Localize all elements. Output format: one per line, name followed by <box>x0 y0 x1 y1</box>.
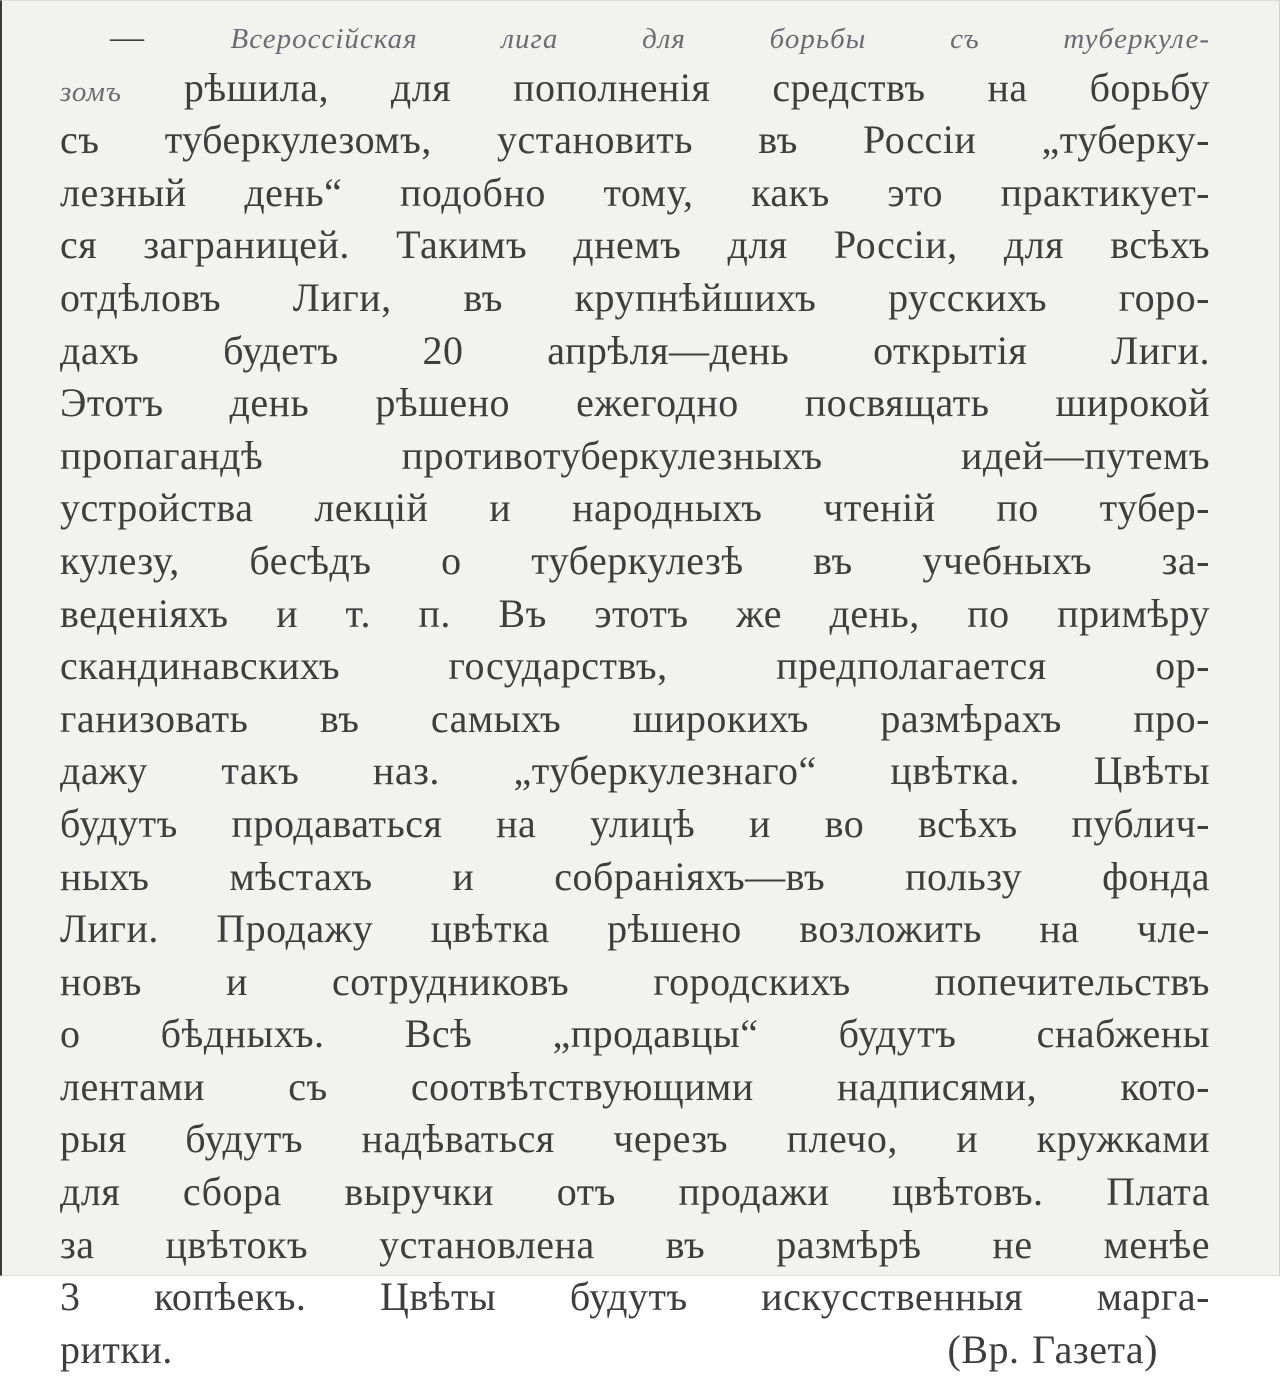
article-line: рыя будутъ надѣваться черезъ плечо, и кружками <box>60 1116 1210 1162</box>
article-line: веденіяхъ и т. п. Въ этотъ же день, по примѣру <box>60 590 1210 636</box>
article-line: лезный день“ подобно тому, какъ это практикует- <box>60 169 1210 215</box>
article-line: лентами съ соотвѣтствующими надписями, кото- <box>60 1063 1210 1109</box>
article-line: устройства лекцій и народныхъ чтеній по тубер- <box>60 485 1210 531</box>
article-line: съ туберкулезомъ, установить въ Россіи „туберку- <box>60 117 1210 163</box>
article-heading-line <box>60 9 1210 62</box>
article-heading-continued: зомъ <box>60 75 122 108</box>
article-line: 3 копѣекъ. Цвѣты будутъ искусственныя марга- <box>60 1274 1210 1320</box>
article-line: ся заграницей. Такимъ днемъ для Россіи, для всѣхъ <box>60 222 1210 268</box>
article-line: дажу такъ наз. „туберкулезнаго“ цвѣтка. Цвѣты <box>60 748 1210 794</box>
article-line: дахъ будетъ 20 апрѣля—день открытія Лиги. <box>60 327 1210 373</box>
article-line: отдѣловъ Лиги, въ крупнѣйшихъ русскихъ горо- <box>60 274 1210 320</box>
article-line: новъ и сотрудниковъ городскихъ попечительствъ <box>60 958 1210 1004</box>
article-line: пропагандѣ противотуберкулезныхъ идей—путемъ <box>60 432 1210 478</box>
article-line: о бѣдныхъ. Всѣ „продавцы“ будутъ снабжены <box>60 1011 1210 1057</box>
article-text: рѣшила, для пополненія средствъ на борьбу <box>183 64 1210 110</box>
article-line: кулезу, бесѣдъ о туберкулезѣ въ учебныхъ за- <box>60 537 1210 583</box>
article-text: ритки. <box>60 1326 173 1372</box>
article-line: ныхъ мѣстахъ и собраніяхъ—въ пользу фонда <box>60 853 1210 899</box>
article-heading: Всероссійская лига для борьбы съ туберкуле- <box>230 23 1210 55</box>
article-line: за цвѣтокъ установлена въ размѣрѣ не менѣе <box>60 1221 1210 1267</box>
article-line: для сбора выручки отъ продажи цвѣтовъ. Плата <box>60 1169 1210 1215</box>
source-attribution: (Вр. Газета) <box>947 1326 1158 1372</box>
article-column <box>60 9 1210 1376</box>
article-line: скандинавскихъ государствъ, предполагается ор- <box>60 643 1210 689</box>
article-line: Этотъ день рѣшено ежегодно посвящать широкой <box>60 380 1210 426</box>
article-line: Лиги. Продажу цвѣтка рѣшено возложить на чле- <box>60 906 1210 952</box>
article-last-line <box>60 1324 1210 1376</box>
article-line: будутъ продаваться на улицѣ и во всѣхъ публич- <box>60 800 1210 846</box>
article-line: ганизовать въ самыхъ широкихъ размѣрахъ про- <box>60 695 1210 741</box>
em-dash: — <box>110 19 145 56</box>
article-line <box>60 62 1210 115</box>
